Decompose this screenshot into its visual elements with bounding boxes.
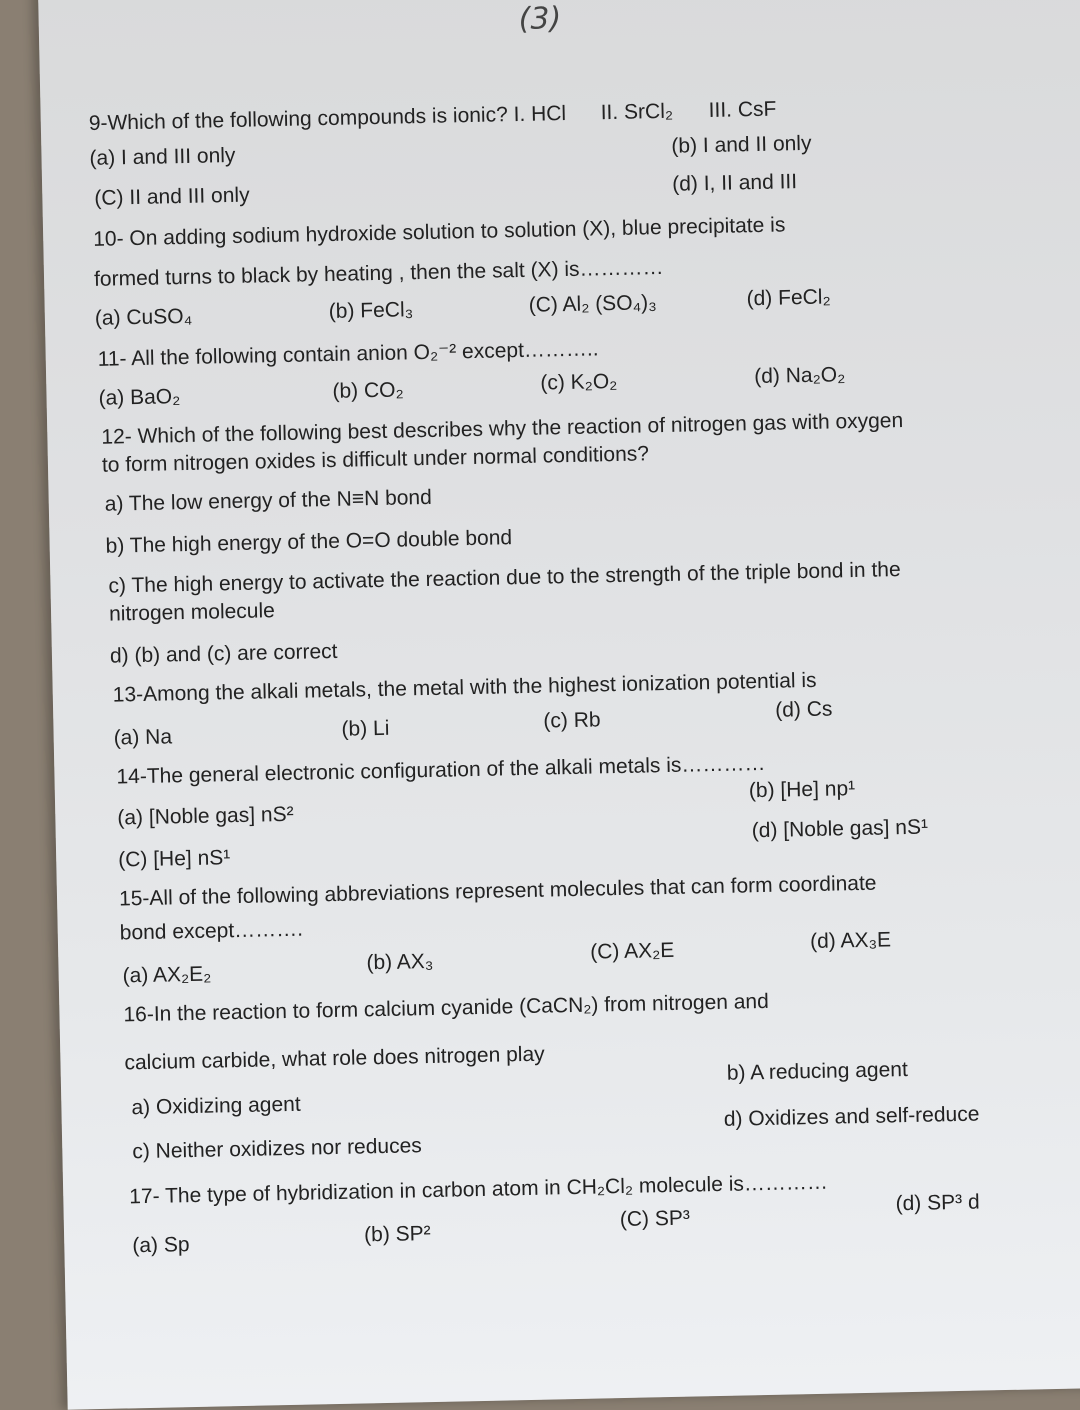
question-9-stem-ii: II. SrCl₂: [600, 99, 674, 125]
option-12a[interactable]: a) The low energy of the N≡N bond: [104, 485, 433, 516]
option-12b[interactable]: b) The high energy of the O=O double bond: [105, 526, 513, 558]
option-10d[interactable]: (d) FeCl₂: [746, 285, 831, 311]
option-9d[interactable]: (d) I, II and III: [671, 170, 798, 196]
option-15b[interactable]: (b) AX₃: [366, 949, 434, 975]
option-16d[interactable]: d) Oxidizes and self-reduce: [723, 1102, 980, 1131]
option-12d[interactable]: d) (b) and (c) are correct: [109, 639, 338, 668]
question-15-stem: 15-All of the following abbreviations represent molecules that can form coordinate: [118, 871, 877, 911]
question-17-stem: 17- The type of hybridization in carbon atom in CH₂Cl₂ molecule is…………: [129, 1170, 829, 1209]
question-13-stem: 13-Among the alkali metals, the metal with the highest ionization potential is: [112, 668, 817, 707]
option-12c-cont: nitrogen molecule: [108, 599, 276, 626]
option-10b[interactable]: (b) FeCl₃: [328, 298, 414, 323]
question-11-stem: 11- All the following contain anion O₂⁻² except………..: [97, 337, 599, 371]
option-13d[interactable]: (d) Cs: [775, 697, 833, 722]
option-17d[interactable]: (d) SP³ d: [895, 1190, 980, 1216]
option-12c[interactable]: c) The high energy to activate the reaction due to the strength of the triple bond in the: [108, 558, 901, 598]
option-10a[interactable]: (a) CuSO₄: [94, 304, 193, 330]
option-13b[interactable]: (b) Li: [341, 716, 390, 741]
option-13a[interactable]: (a) Na: [113, 725, 173, 750]
option-9b[interactable]: (b) I and II only: [671, 131, 812, 158]
option-14a[interactable]: (a) [Noble gas] nS²: [117, 802, 294, 830]
question-16-stem: 16-In the reaction to form calcium cyanide (CaCN₂) from nitrogen and: [123, 989, 770, 1027]
option-11c[interactable]: (c) K₂O₂: [540, 369, 618, 395]
question-10-stem: 10- On adding sodium hydroxide solution to solution (X), blue precipitate is: [92, 213, 786, 251]
question-15-stem-cont: bond except……….: [119, 917, 304, 945]
option-16a[interactable]: a) Oxidizing agent: [131, 1092, 301, 1120]
question-10-stem-cont: formed turns to black by heating , then the salt (X) is…………: [93, 255, 664, 291]
question-12-stem: 12- Which of the following best describes why the reaction of nitrogen gas with oxygen: [101, 408, 904, 449]
question-9-stem-iii: III. CsF: [708, 97, 777, 122]
option-16c[interactable]: c) Neither oxidizes nor reduces: [132, 1134, 422, 1164]
option-15d[interactable]: (d) AX₃E: [809, 928, 892, 954]
question-16-stem-cont: calcium carbide, what role does nitrogen play: [124, 1042, 545, 1075]
option-11a[interactable]: (a) BaO₂: [98, 385, 181, 410]
option-13c[interactable]: (c) Rb: [543, 708, 601, 733]
option-17c[interactable]: (C) SP³: [619, 1206, 691, 1232]
option-15c[interactable]: (C) AX₂E: [590, 938, 675, 964]
option-17b[interactable]: (b) SP²: [363, 1222, 431, 1247]
option-14b[interactable]: (b) [He] np¹: [748, 777, 856, 803]
option-17a[interactable]: (a) Sp: [132, 1233, 190, 1258]
option-15a[interactable]: (a) AX₂E₂: [122, 962, 212, 988]
option-11b[interactable]: (b) CO₂: [332, 378, 404, 403]
option-10c[interactable]: (C) Al₂ (SO₄)₃: [528, 291, 657, 317]
option-16b[interactable]: b) A reducing agent: [726, 1058, 909, 1085]
option-14c[interactable]: (C) [He] nS¹: [117, 846, 231, 872]
question-9-stem: 9-Which of the following compounds is ionic? I. HCl: [88, 101, 567, 135]
exam-page: [38, 0, 1080, 1410]
question-12-stem-cont: to form nitrogen oxides is difficult under normal conditions?: [101, 442, 650, 477]
option-9c[interactable]: (C) II and III only: [94, 183, 250, 210]
option-14d[interactable]: (d) [Noble gas] nS¹: [751, 815, 929, 843]
option-11d[interactable]: (d) Na₂O₂: [754, 363, 846, 389]
option-9a[interactable]: (a) I and III only: [89, 143, 236, 170]
page-number: (3): [518, 1, 562, 37]
question-14-stem: 14-The general electronic configuration of the alkali metals is…………: [116, 751, 766, 789]
